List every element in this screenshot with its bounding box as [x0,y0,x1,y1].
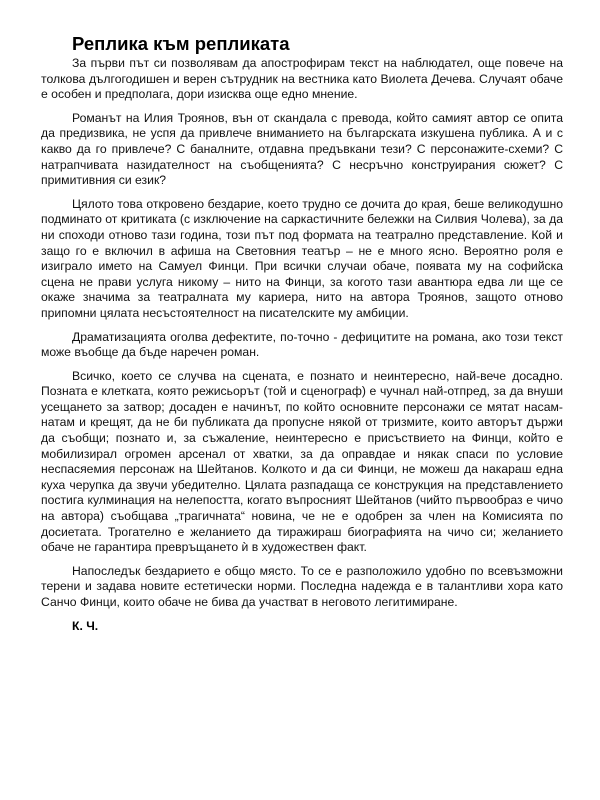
article-body [41,56,563,634]
paragraph-4: Драматизацията оголва дефектите, по-точно - дефицитите на романа, ако този текст може въобще да бъде наречен роман. [41,329,563,360]
article-title: Реплика към репликата [72,33,290,54]
paragraph-2: Романът на Илия Троянов, вън от скандала с превода, който самият автор се опита да предизвика, не успя да привлече вниманието на българската изкушена публика. А и с какво да го привлече? С баналните, отдавна предъвкани тези? С персонажите-схеми? С натрапчивата назидателност на съобщенията? С несръчно конструирания сюжет? С примитивния си език? [41,110,563,188]
paragraph-6: Напоследък бездарието е общо място. То се е разположило удобно по всевъзможни терени и задава новите естетически норми. Последна надежда е в талантливи хора като Санчо Финци, които обаче не бива да участват в неговото легитимиране. [41,563,563,609]
paragraph-1: За първи път си позволявам да апострофирам текст на наблюдател, още повече на толкова дългогодишен и верен сътрудник на вестника като Виолета Дечева. Случаят обаче е особен и предполага, дори изисква още едно мнение. [41,56,563,102]
paragraph-5: Всичко, което се случва на сцената, е познато и неинтересно, най-вече досадно. Позната е клетката, която режисьорът (той и сценограф) е чучнал най-отпред, за да внуши усещането за затвор; досаден е начинът, по който основните персонажи се мятат насам-натам и крещят, да не би публиката да пропусне някой от тризмите, които авторът държи да съобщи; познато и, за съжаление, неинтересно е присъствието на Финци, който е мобилизирал огромен арсенал от хватки, за да оправдае и някак спаси по условие неспасяемия персонаж на Шейтанов. Колкото и да си Финци, не можеш да накараш една куха черупка да звучи убедително. Цялата разпадаща се конструкция на представлението постига кулминация на нелепостта, когато въпросният Шейтанов (чийто първообраз е чичо на автора) съобщава „трагичната“ новина, че не е одобрен за член на Комисията по досиетата. Трогателно е желанието да тиражираш биографията на чичо си; желанието обаче не гарантира превръщането ѝ в художествен факт. [41,368,563,555]
author-signature: К. Ч. [72,618,99,633]
paragraph-3: Цялото това откровено бездарие, което трудно се дочита до края, беше великодушно подминато от критиката (с изключение на саркастичните бележки на Силвия Чолева), за да ни споходи отново тази година, този път под формата на театрално представление. Кой и защо го е включил в афиша на Световния театър – не е много ясно. Вероятно роля е изиграло името на Самуел Финци. При всички случаи обаче, появата му на софийска сцена не прави услуга никому – нито на Финци, за когото тази авантюра едва ли ще се окаже значима за театралната му кариера, нито на автора Троянов, защото отново припомни цялата несъстоятелност на писателските му амбиции. [41,196,563,320]
